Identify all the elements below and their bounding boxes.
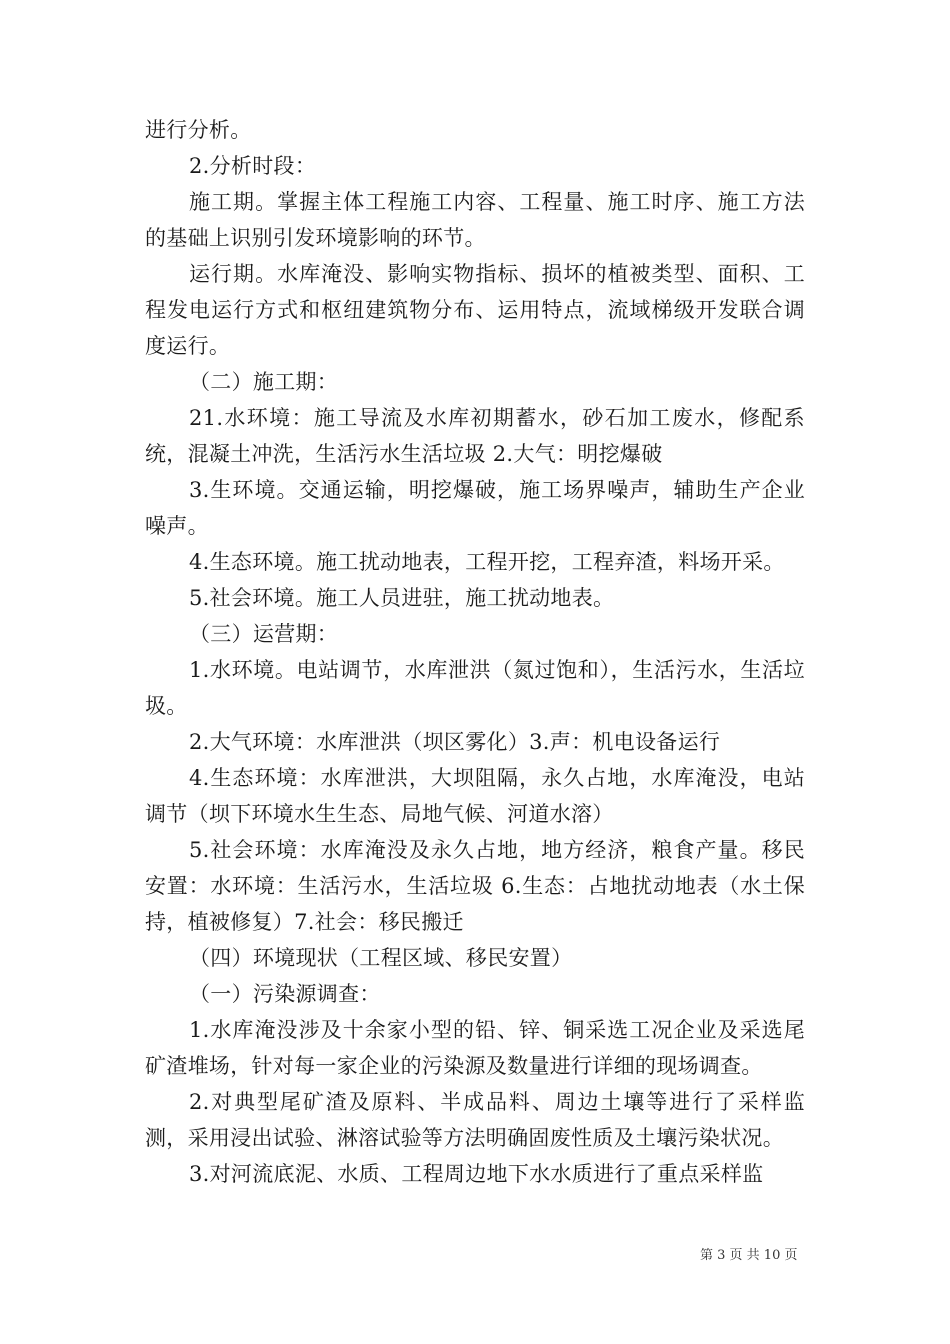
- paragraph: 2.对典型尾矿渣及原料、半成品料、周边土壤等进行了采样监测，采用浸出试验、淋溶试验等方法明确固废性质及土壤污染状况。: [145, 1090, 805, 1150]
- paragraph: 施工期。掌握主体工程施工内容、工程量、施工时序、施工方法的基础上识别引发环境影响的环节。: [145, 190, 805, 250]
- paragraph: 4.生态环境。施工扰动地表，工程开挖，工程弃渣，料场开采。: [189, 550, 785, 574]
- paragraph: 4.生态环境：水库泄洪，大坝阻隔，永久占地，水库淹没，电站调节（坝下环境水生生态、局地气候、河道水溶）: [145, 766, 805, 826]
- section-heading: （一）污染源调查：: [189, 982, 381, 1006]
- section-heading: （四）环境现状（工程区域、移民安置）: [189, 946, 573, 970]
- paragraph: 运行期。水库淹没、影响实物指标、损坏的植被类型、面积、工程发电运行方式和枢纽建筑物分布、运用特点，流域梯级开发联合调度运行。: [145, 262, 805, 358]
- document-body: [145, 112, 805, 1192]
- paragraph: 1.水库淹没涉及十余家小型的铅、锌、铜采选工况企业及采选尾矿渣堆场，针对每一家企业的污染源及数量进行详细的现场调查。: [145, 1018, 805, 1078]
- paragraph: 3.对河流底泥、水质、工程周边地下水水质进行了重点采样监: [189, 1162, 764, 1186]
- paragraph: 5.社会环境。施工人员进驻，施工扰动地表。: [189, 586, 615, 610]
- section-heading: （三）运营期：: [189, 622, 339, 646]
- section-heading: （二）施工期：: [189, 370, 339, 394]
- paragraph: 5.社会环境：水库淹没及永久占地，地方经济，粮食产量。移民安置：水环境：生活污水，生活垃圾 6.生态：占地扰动地表（水土保持，植被修复）7.社会：移民搬迁: [145, 838, 805, 934]
- paragraph: 1.水环境。电站调节，水库泄洪（氮过饱和），生活污水，生活垃圾。: [145, 658, 805, 718]
- page-number-footer: 第 3 页 共 10 页: [700, 1248, 798, 1263]
- paragraph: 2.大气环境：水库泄洪（坝区雾化）3.声：机电设备运行: [189, 730, 721, 754]
- paragraph: 3.生环境。交通运输，明挖爆破，施工场界噪声，辅助生产企业噪声。: [145, 478, 805, 538]
- paragraph: 进行分析。: [145, 118, 252, 142]
- paragraph: 2.分析时段：: [189, 154, 317, 178]
- paragraph: 21.水环境：施工导流及水库初期蓄水，砂石加工废水，修配系统，混凝土冲洗，生活污水生活垃圾 2.大气：明挖爆破: [145, 406, 805, 466]
